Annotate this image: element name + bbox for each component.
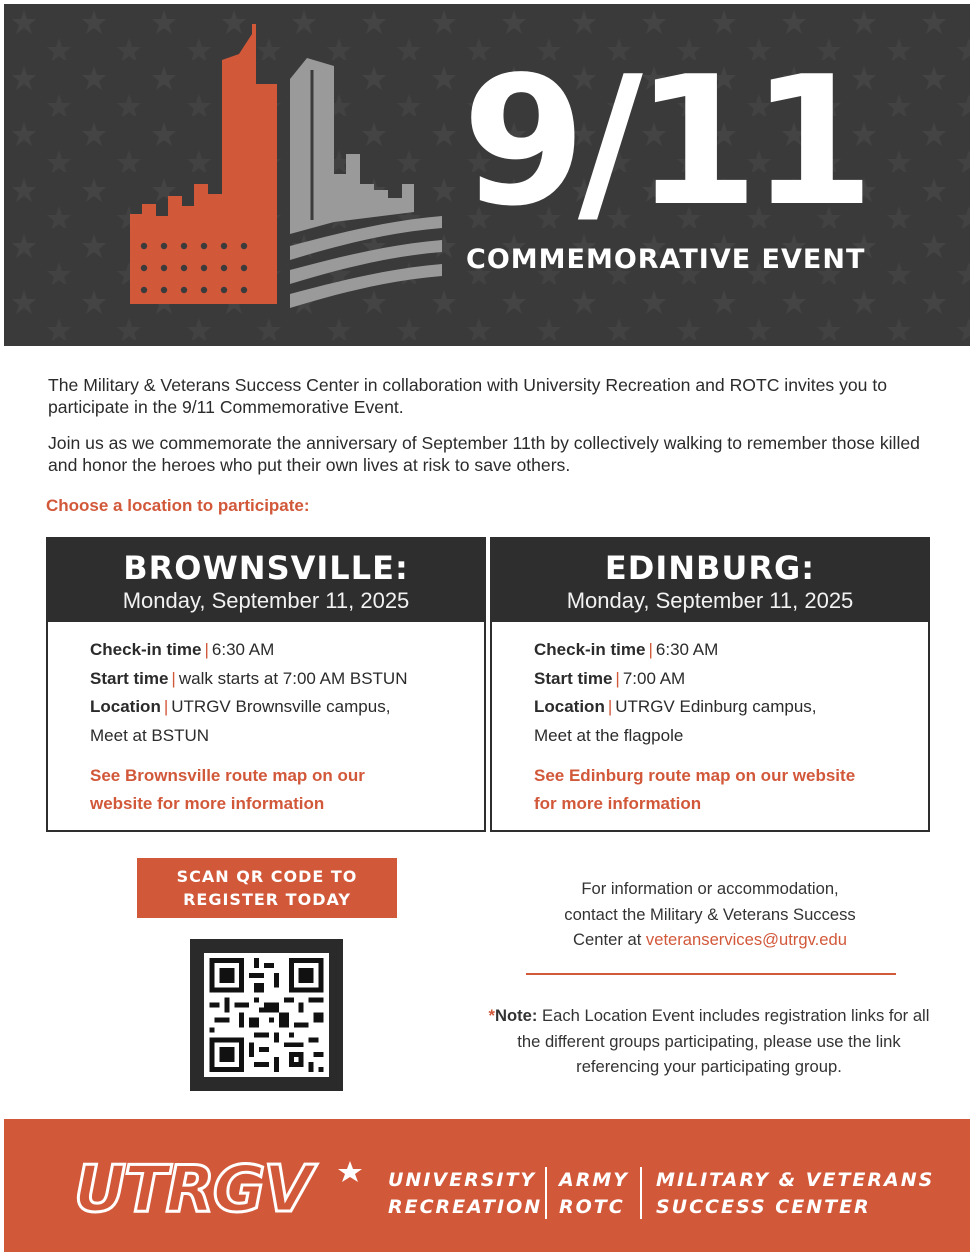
location-row bbox=[90, 693, 484, 722]
register-line-1: SCAN QR CODE TO bbox=[176, 867, 358, 886]
university-recreation-label bbox=[388, 1167, 542, 1221]
start-row bbox=[90, 665, 484, 694]
org-line: RECREATION bbox=[388, 1196, 543, 1218]
footer-banner bbox=[4, 1119, 970, 1252]
location-city: EDINBURG: bbox=[604, 549, 816, 587]
separator: | bbox=[171, 668, 176, 688]
email-link[interactable]: veteranservices@utrgv.edu bbox=[645, 930, 847, 949]
separator: | bbox=[204, 640, 209, 659]
checkin-label: Check-in time bbox=[90, 640, 202, 659]
location-date: Monday, September 11, 2025 bbox=[122, 588, 410, 613]
military-veterans-center-label bbox=[656, 1167, 934, 1221]
org-line: ROTC bbox=[559, 1196, 625, 1218]
location-value: UTRGV Brownsville campus, bbox=[171, 697, 391, 716]
contact-prefix: Center at bbox=[573, 930, 646, 949]
army-rotc-label bbox=[559, 1167, 629, 1221]
intro-paragraph-2: Join us as we commemorate the anniversary of September 11th by collectively walking to remember those killed and honor the heroes who put their own lives at risk to save others. bbox=[48, 433, 920, 475]
header-banner bbox=[4, 4, 970, 346]
org-line: UNIVERSITY bbox=[388, 1169, 537, 1191]
location-detail: Meet at the flagpole bbox=[534, 725, 684, 745]
contact-line-1: For information or accommodation, bbox=[581, 879, 839, 898]
checkin-value: 6:30 AM bbox=[655, 640, 719, 659]
twin-towers-graphic bbox=[122, 24, 452, 324]
logo-text: UTRGV bbox=[74, 1155, 311, 1221]
note-text: Each Location Event includes registration links for all the different groups participating, please use the link referencing your participating group. bbox=[517, 1006, 930, 1076]
contact-line-2: contact the Military & Veterans Success bbox=[564, 904, 856, 924]
brownsville-route-link[interactable]: See Brownsville route map on our website for more information bbox=[90, 766, 365, 813]
location-value: UTRGV Edinburg campus, bbox=[615, 697, 817, 716]
location-detail: Meet at BSTUN bbox=[90, 725, 210, 745]
note-asterisk: * bbox=[488, 1006, 496, 1025]
location-card-body bbox=[492, 622, 928, 818]
start-value: walk starts at 7:00 AM BSTUN bbox=[178, 668, 408, 688]
location-card-brownsville bbox=[46, 537, 486, 832]
checkin-row bbox=[534, 636, 928, 665]
register-banner bbox=[137, 858, 397, 918]
checkin-label: Check-in time bbox=[534, 640, 646, 659]
intro-paragraph-1: The Military & Veterans Success Center in collaboration with University Recreation and ROTC invites you to participate in the 9/11 Commemorative Event. bbox=[48, 375, 887, 417]
edinburg-route-link[interactable]: See Edinburg route map on our website for more information bbox=[534, 766, 856, 813]
start-label: Start time bbox=[90, 668, 169, 688]
contact-line-3 bbox=[520, 927, 900, 953]
separator: | bbox=[607, 697, 613, 716]
utrgv-logo bbox=[70, 1155, 375, 1221]
contact-info bbox=[520, 876, 900, 953]
start-value: 7:00 AM bbox=[622, 668, 686, 688]
location-card-header bbox=[48, 539, 484, 622]
registration-qr-code[interactable] bbox=[190, 939, 343, 1091]
start-label: Start time bbox=[534, 668, 613, 688]
start-row bbox=[534, 665, 928, 694]
org-line: ARMY bbox=[559, 1169, 630, 1191]
choose-location-label: Choose a location to participate: bbox=[46, 496, 310, 515]
location-row bbox=[534, 693, 928, 722]
registration-note bbox=[488, 1003, 930, 1080]
location-date: Monday, September 11, 2025 bbox=[566, 588, 854, 613]
section-divider bbox=[526, 973, 896, 975]
checkin-value: 6:30 AM bbox=[211, 640, 275, 659]
qr-code-icon bbox=[204, 953, 329, 1077]
note-label: Note: bbox=[495, 1006, 538, 1025]
org-line: MILITARY & VETERANS bbox=[656, 1169, 935, 1191]
separator: | bbox=[615, 668, 620, 688]
separator: | bbox=[648, 640, 653, 659]
location-label: Location bbox=[534, 697, 605, 716]
org-line: SUCCESS CENTER bbox=[656, 1196, 871, 1218]
event-title: 9/11 bbox=[462, 38, 867, 245]
separator: | bbox=[163, 697, 169, 716]
event-subtitle: COMMEMORATIVE EVENT bbox=[466, 244, 866, 275]
intro-section bbox=[48, 374, 938, 490]
footer-divider bbox=[640, 1167, 642, 1219]
checkin-row bbox=[90, 636, 484, 665]
register-line-2: REGISTER TODAY bbox=[183, 890, 351, 909]
location-card-edinburg bbox=[490, 537, 930, 832]
footer-divider bbox=[545, 1167, 547, 1219]
location-card-header bbox=[492, 539, 928, 622]
location-card-body bbox=[48, 622, 484, 818]
location-label: Location bbox=[90, 697, 161, 716]
location-city: BROWNSVILLE: bbox=[123, 549, 409, 587]
star-icon bbox=[338, 1161, 362, 1182]
